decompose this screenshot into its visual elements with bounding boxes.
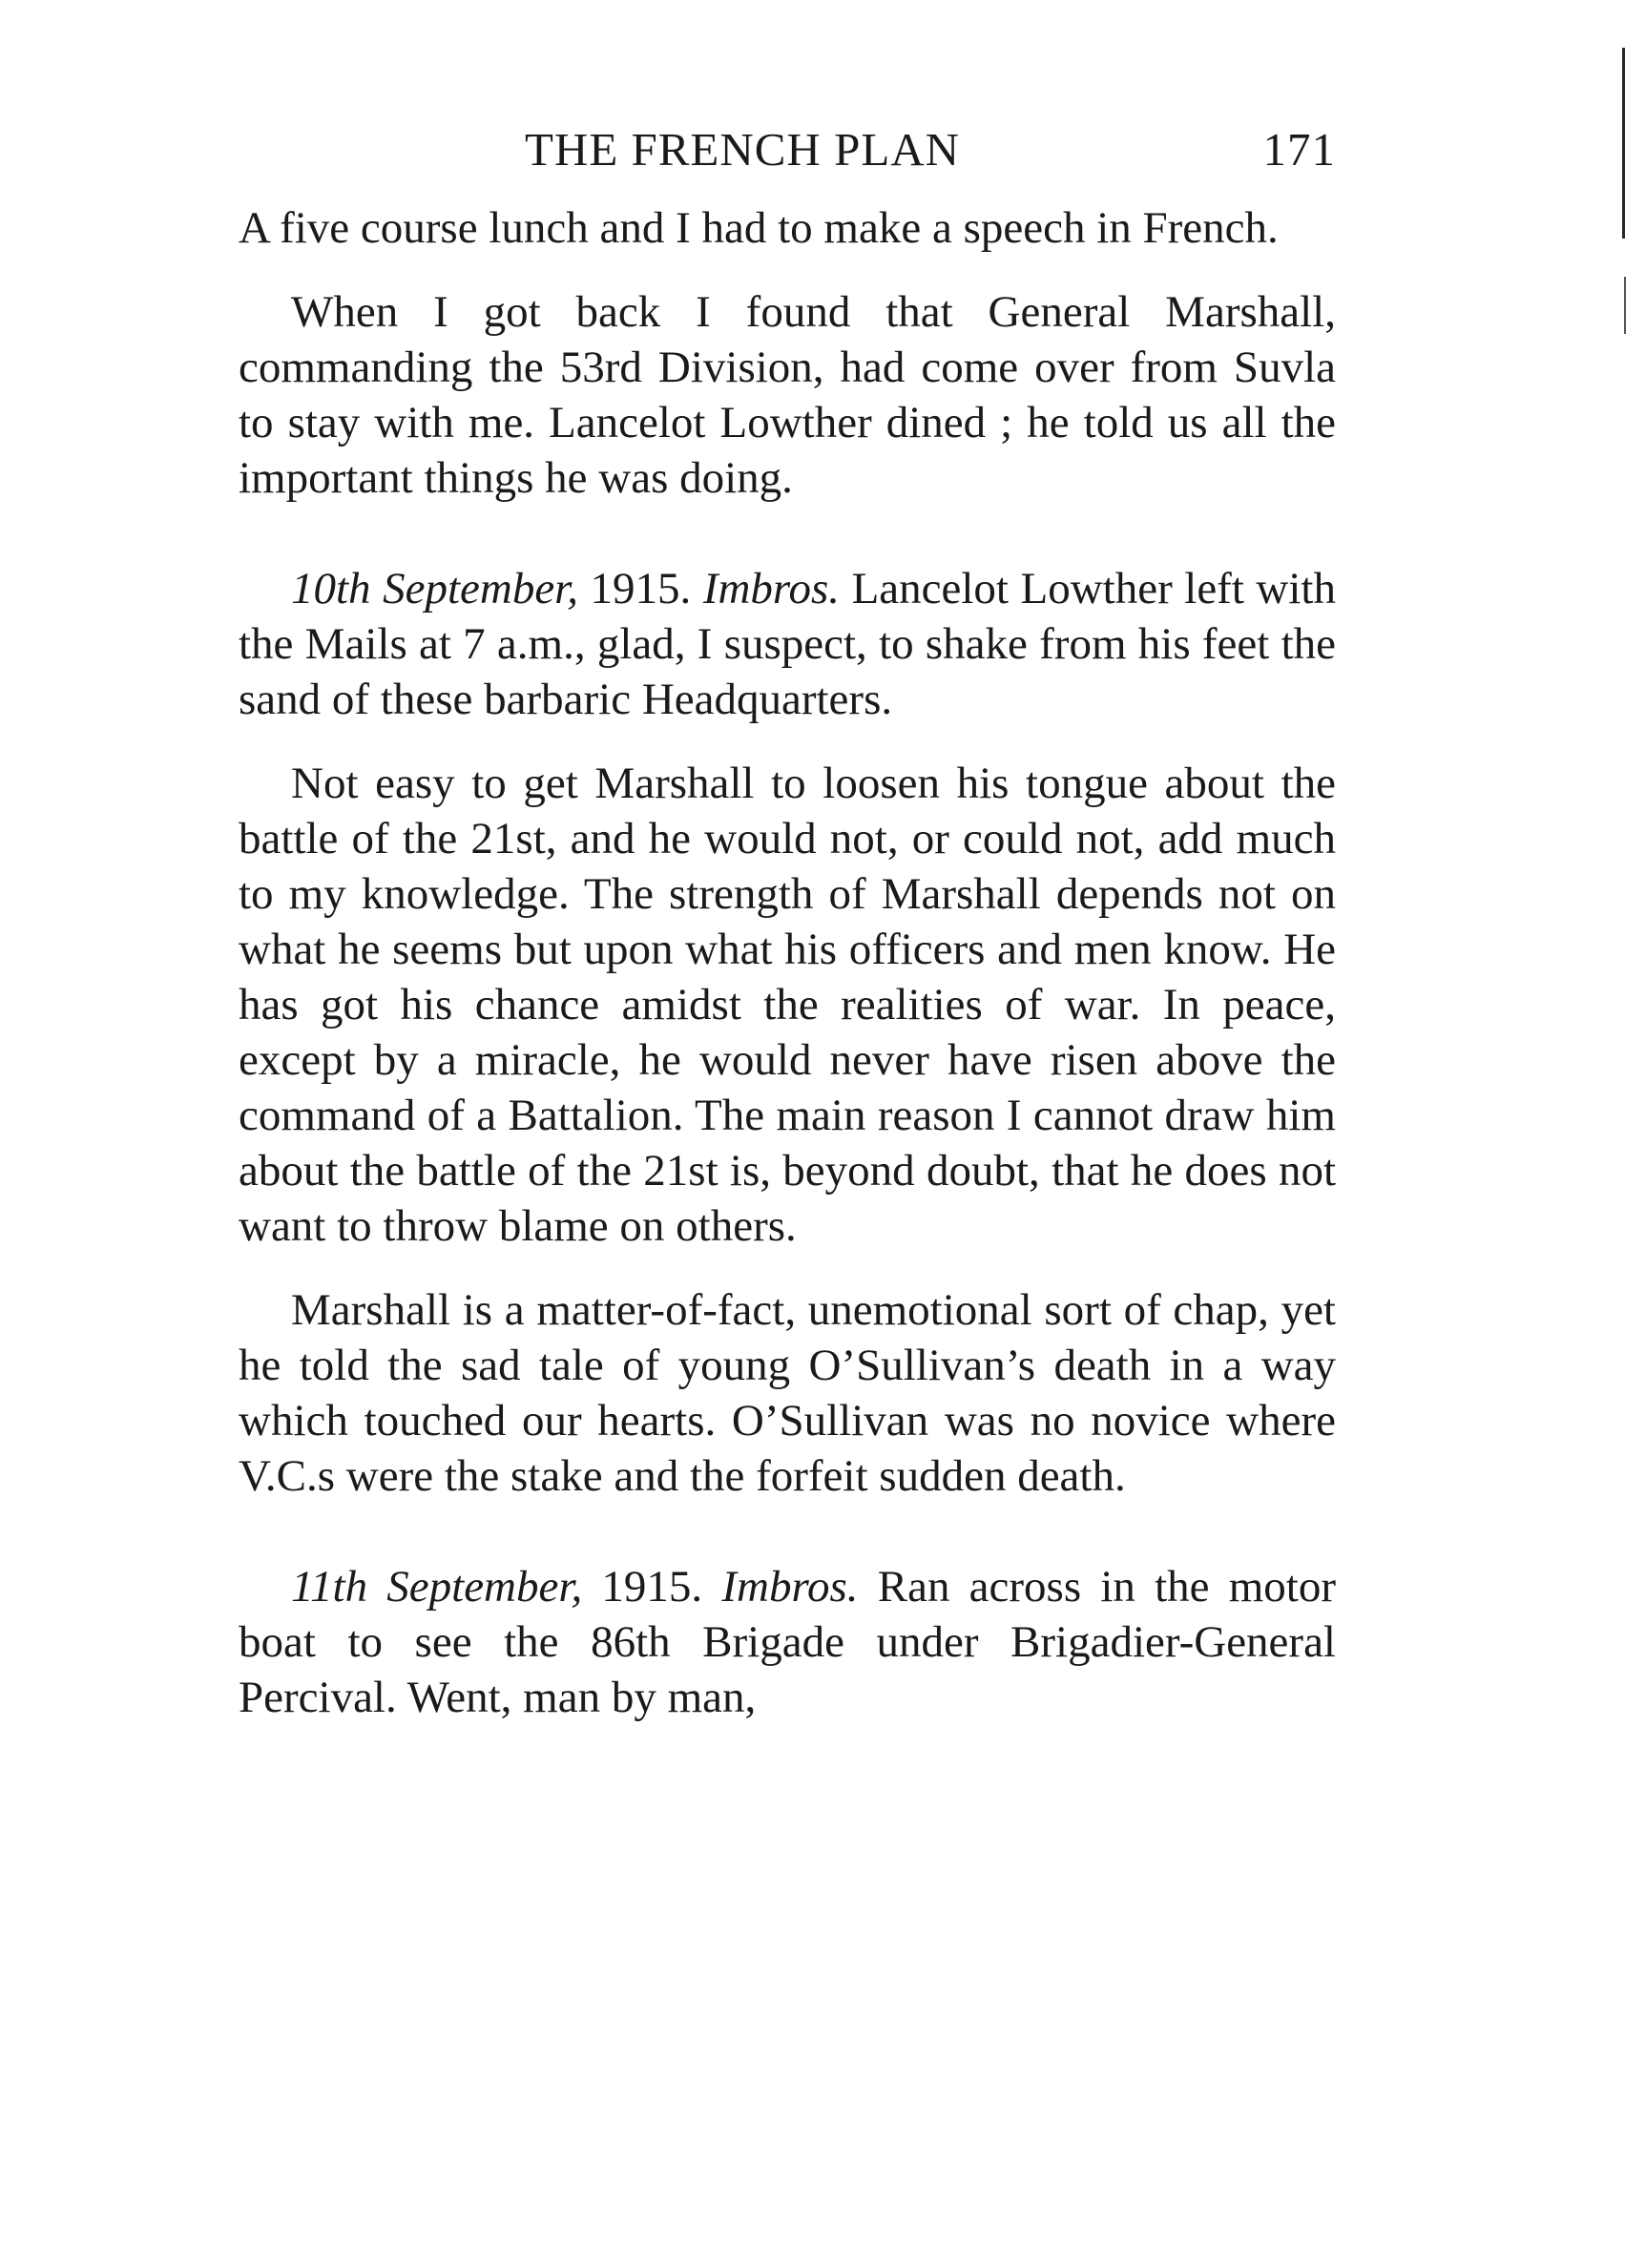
paragraph-1: A five course lunch and I had to make a speech in French. [239,203,1279,253]
binding-edge-mark [1624,277,1626,334]
entry-date: 10th September, [291,564,579,614]
paragraph-4: Not easy to get Marshall to loosen his tongue about the battle of the 21st, and he would not, or could not, add much to my knowledge. The strength of Marshall depends not on what he seems but upon what his officers and men know. He has got his chance amidst the realities of war. In peace, except by a miracle, he would never have risen above the command of a Battalion. The main reason I cannot draw him about the battle of the 21st is, beyond doubt, that he does not want to throw blame on others. [239,759,1336,1251]
entry-place: Imbros. [702,564,841,614]
page-number: 171 [1262,123,1336,176]
entry-text: Lancelot Lowther left with the Mails at 7 a.m., glad, I suspect, to shake from his feet the sand of these barbaric Headquarters. [239,564,1336,724]
entry-date: 11th September, [291,1562,583,1612]
diary-entry-11-september [239,1559,1336,1725]
entry-year: 1915. [582,1562,722,1612]
entry-text: Ran across in the motor boat to see the 86th Brigade under Brigadier-General Percival. Went, man by man, [239,1562,1337,1722]
entry-place: Imbros. [721,1562,859,1612]
diary-entry-10-september [239,561,1336,727]
running-header [239,122,1336,179]
body-text [239,200,1336,1725]
paragraph-2: When I got back I found that General Marshall, commanding the 53rd Division, had come over from Suvla to stay with me. Lancelot Lowther dined ; he told us all the important things he was doing. [239,287,1336,503]
entry-year: 1915. [578,564,703,614]
paragraph-5: Marshall is a matter-of-fact, unemotional sort of chap, yet he told the sad tale of young O’Sullivan’s death in a way which touched our hearts. O’Sullivan was no novice where V.C.s were the stake and the forfeit sudden death. [239,1285,1336,1501]
binding-edge-mark [1622,48,1625,239]
chapter-title: THE FRENCH PLAN [525,123,961,176]
